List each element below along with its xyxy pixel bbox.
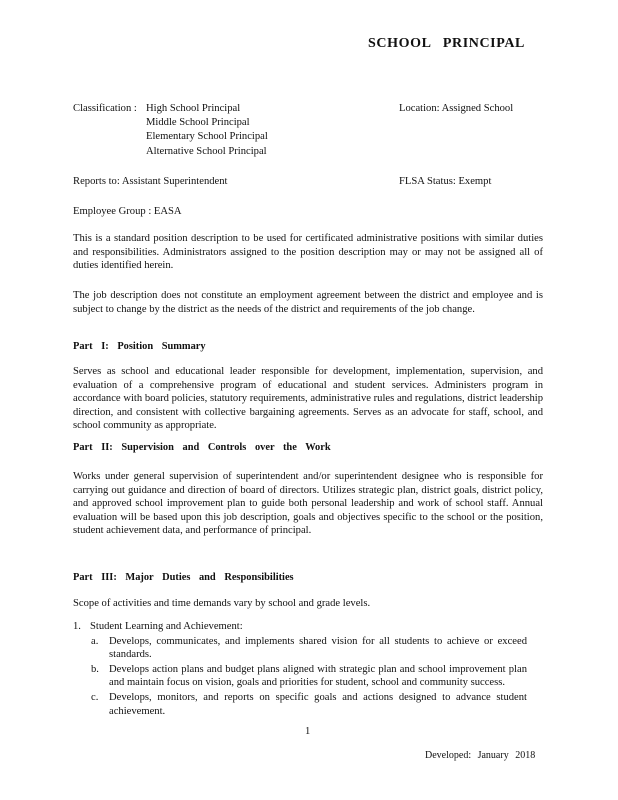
part3-scope: Scope of activities and time demands vary by school and grade levels. (73, 598, 371, 609)
duty-subitem (73, 635, 527, 662)
duties-list (73, 620, 543, 718)
section-heading-part2: Part II: Supervision and Controls over the Work (73, 442, 331, 453)
classification-list (146, 102, 268, 159)
duty-subitems (73, 635, 543, 719)
classification-label: Classification : (73, 103, 137, 114)
subitem-text: Develops, monitors, and reports on specific goals and actions designed to advance student achievement. (109, 691, 527, 717)
part1-paragraph: Serves as school and educational leader responsible for development, implementation, supervision, and evaluation of a comprehensive program of educational and student services. Administers program in accordance with board policies, statutory requirements, administrative rules and regulations, district leadership direction, and consistent with collective bargaining agreements. Serves as an advocate for staff, school, and school community as appropriate. (73, 366, 543, 432)
page-number: 1 (305, 726, 311, 737)
intro-paragraph: The job description does not constitute an employment agreement between the district and employee and is subject to change by the district as the needs of the district and requirements of the job change. (73, 290, 543, 315)
classification-item: Alternative School Principal (146, 145, 267, 157)
duty-title: Student Learning and Achievement: (90, 621, 243, 632)
subitem-letter: b. (91, 663, 99, 675)
duty-subitem (73, 691, 527, 718)
section-heading-part3: Part III: Major Duties and Responsibilities (73, 572, 294, 583)
part2-paragraph: Works under general supervision of superintendent and/or superintendent designee who is responsible for carrying out guidance and direction of board of directors. Utilizes strategic plan, district goals, district policy, and approved school improvement plan to guide both personal leadership and work of school staff. Annual evaluation will be based upon this job description, goals and objectives specific to the school or the position, student achievement data, and performance of principal. (73, 471, 543, 537)
document-title: SCHOOL PRINCIPAL (368, 36, 525, 51)
reports-to-text: Reports to: Assistant Superintendent (73, 176, 228, 187)
intro-paragraph: This is a standard position description to be used for certificated administrative positions with similar duties and responsibilities. Administrators assigned to the position description may or may not be assigned all of duties identified herein. (73, 233, 543, 272)
subitem-letter: a. (91, 635, 99, 647)
section-heading-part1: Part I: Position Summary (73, 341, 206, 352)
classification-item: Elementary School Principal (146, 131, 268, 143)
classification-item: High School Principal (146, 103, 241, 114)
duty-number: 1. (73, 621, 81, 632)
duty-item (73, 620, 543, 634)
subitem-text: Develops, communicates, and implements shared vision for all students to achieve or exceed standards. (109, 635, 527, 661)
subitem-text: Develops action plans and budget plans aligned with strategic plan and school improvement plan and maintain focus on vision, goals and priorities for student, school and community success. (109, 663, 527, 689)
location-text: Location: Assigned School (399, 103, 514, 114)
classification-item: Middle School Principal (146, 117, 250, 129)
subitem-letter: c. (91, 691, 99, 703)
developed-date: Developed: January 2018 (425, 750, 536, 761)
flsa-status-text: FLSA Status: Exempt (399, 176, 492, 187)
duty-subitem (73, 663, 527, 690)
employee-group-text: Employee Group : EASA (73, 206, 182, 217)
